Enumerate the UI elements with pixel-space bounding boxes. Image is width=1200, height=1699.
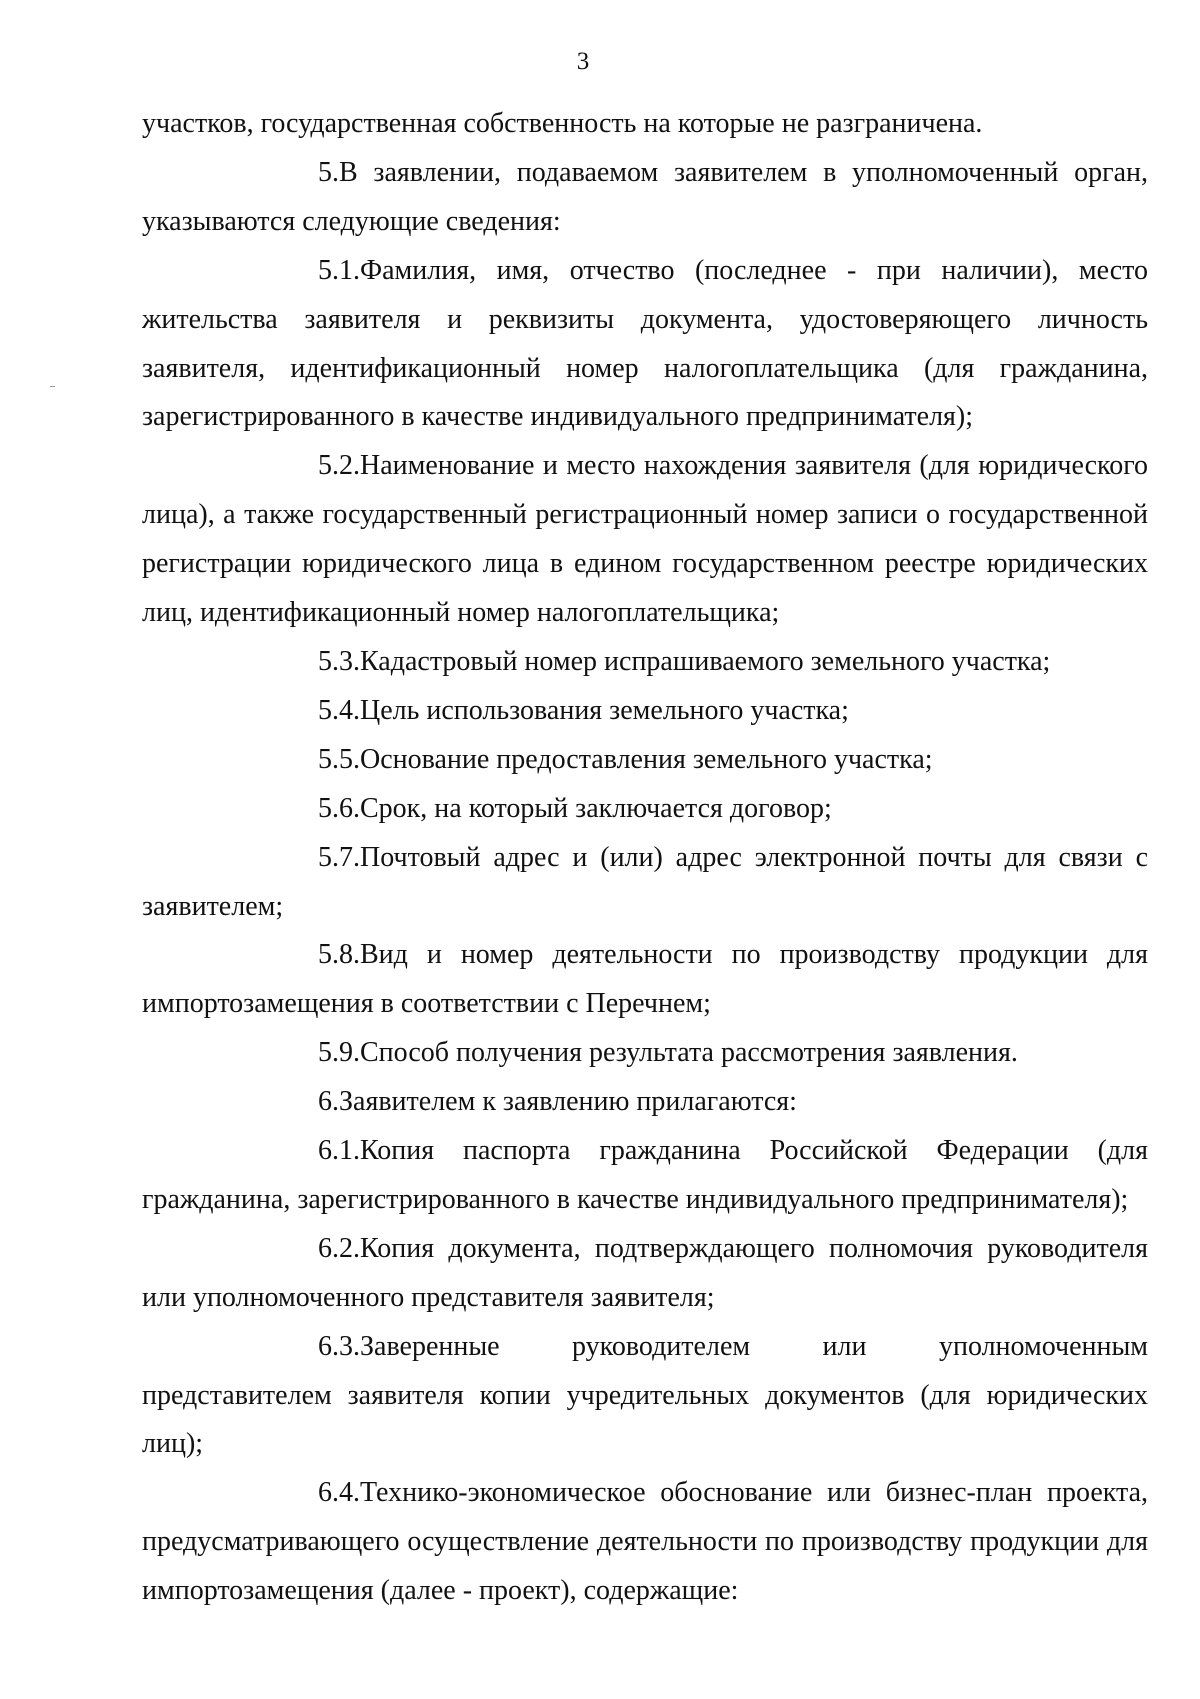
paragraph-number: 5. xyxy=(318,156,339,188)
paragraph-text: Основание предоставления земельного участка; xyxy=(360,743,933,775)
paragraph-text: Наименование и место нахождения заявителя (для юридического лица), а также государственный регистрационный номер записи о государственной регистрации юридического лица в едином государственном реестре юридических лиц, идентификационный номер налогоплательщика; xyxy=(142,450,1148,629)
paragraph-number: 6.3. xyxy=(318,1330,360,1362)
paragraph-text: Способ получения результата рассмотрения заявления. xyxy=(360,1037,1018,1069)
paragraph-6-4 xyxy=(142,1469,1148,1616)
paragraph-text: Вид и номер деятельности по производству продукции для импортозамещения в соответствии с Перечнем; xyxy=(142,939,1148,1020)
paragraph-number: 5.2. xyxy=(318,450,360,482)
paragraph-5-4 xyxy=(142,687,1148,736)
paragraph-6-3 xyxy=(142,1323,1148,1470)
paragraph-number: 6.1. xyxy=(318,1135,360,1167)
paragraph-text: Фамилия, имя, отчество (последнее - при наличии), место жительства заявителя и реквизиты документа, удостоверяющего личность заявителя, идентификационный номер налогоплательщика (для гражданина, зарегистрированного в качестве индивидуального предпринимателя); xyxy=(142,254,1148,433)
paragraph-text: Кадастровый номер испрашиваемого земельного участка; xyxy=(360,645,1051,677)
paragraph-number: 5.3. xyxy=(318,645,360,677)
paragraph-text: Заверенные руководителем или уполномоченным представителем заявителя копии учредительных документов (для юридических лиц); xyxy=(142,1330,1148,1460)
paragraph-number: 5.7. xyxy=(318,841,360,873)
paragraph-6-2 xyxy=(142,1225,1148,1323)
paragraph-5-6 xyxy=(142,785,1148,834)
paragraph-5-9 xyxy=(142,1029,1148,1078)
document-body xyxy=(142,100,1148,1616)
paragraph-continuation xyxy=(142,100,1148,149)
paragraph-text: Копия паспорта гражданина Российской Федерации (для гражданина, зарегистрированного в качестве индивидуального предпринимателя); xyxy=(142,1135,1148,1215)
paragraph-text: Почтовый адрес и (или) адрес электронной почты для связи с заявителем; xyxy=(142,841,1148,922)
paragraph-text: Технико-экономическое обоснование или бизнес-план проекта, предусматривающего осуществление деятельности по производству продукции для импортозамещения (далее - проект), содержащие: xyxy=(142,1477,1148,1607)
paragraph-number: 5.4. xyxy=(318,694,360,726)
paragraph-text: Цель использования земельного участка; xyxy=(360,694,849,726)
paragraph-5-1 xyxy=(142,247,1148,443)
paragraph-number: 6.4. xyxy=(318,1477,360,1509)
paragraph-5-3 xyxy=(142,638,1148,687)
paragraph-5-8 xyxy=(142,931,1148,1029)
paragraph-text: Заявителем к заявлению прилагаются: xyxy=(339,1086,797,1118)
paragraph-5-5 xyxy=(142,736,1148,785)
paragraph-number: 5.5. xyxy=(318,743,360,775)
paragraph-text: Копия документа, подтверждающего полномочия руководителя или уполномоченного представителя заявителя; xyxy=(142,1232,1148,1313)
paragraph-number: 5.1. xyxy=(318,254,360,286)
paragraph-number: 5.6. xyxy=(318,792,360,824)
paragraph-6-1 xyxy=(142,1127,1148,1225)
paragraph-number: 5.9. xyxy=(318,1037,360,1069)
margin-mark xyxy=(50,386,55,387)
paragraph-number: 6. xyxy=(318,1086,339,1118)
paragraph-5-2 xyxy=(142,442,1148,638)
paragraph-6 xyxy=(142,1078,1148,1127)
paragraph-5-7 xyxy=(142,834,1148,932)
paragraph-number: 6.2. xyxy=(318,1232,360,1264)
paragraph-text: Срок, на который заключается договор; xyxy=(360,792,832,824)
paragraph-5 xyxy=(142,149,1148,247)
page-number: 3 xyxy=(576,48,590,75)
paragraph-text: участков, государственная собственность на которые не разграничена. xyxy=(142,108,983,139)
paragraph-number: 5.8. xyxy=(318,939,360,971)
paragraph-text: В заявлении, подаваемом заявителем в уполномоченный орган, указываются следующие сведения: xyxy=(142,156,1148,237)
